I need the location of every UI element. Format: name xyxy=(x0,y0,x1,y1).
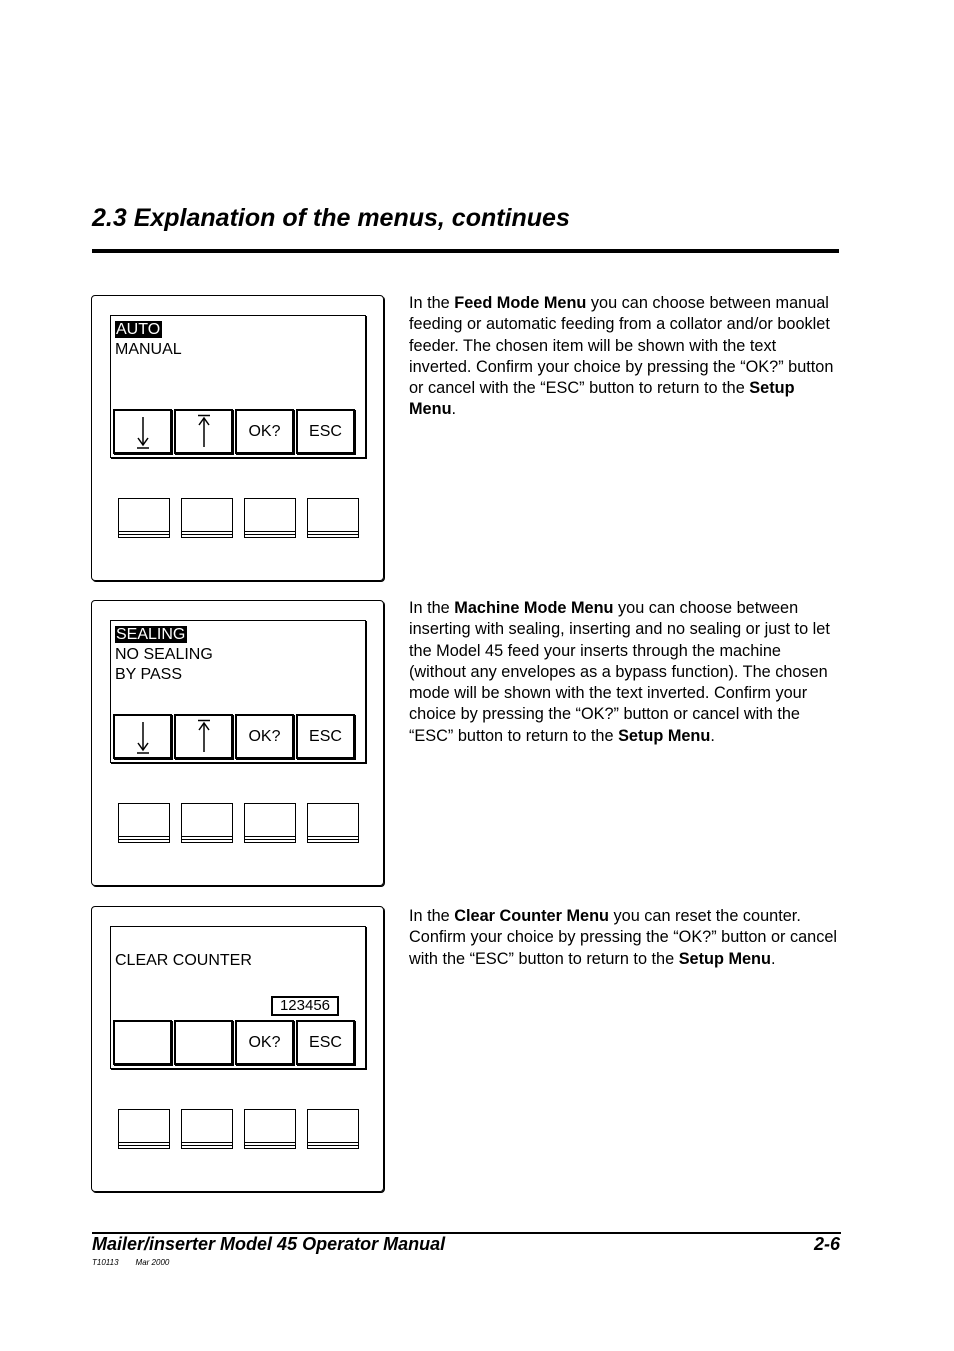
menu-option[interactable]: NO SEALING xyxy=(115,646,213,663)
esc-softkey[interactable]: ESC xyxy=(296,409,355,454)
blank-softkey[interactable] xyxy=(113,1020,172,1065)
ok-softkey[interactable]: OK? xyxy=(235,1020,294,1065)
hardware-key-4[interactable] xyxy=(307,498,359,538)
term: Setup Menu xyxy=(618,726,711,745)
hardware-key-3[interactable] xyxy=(244,803,296,843)
esc-softkey[interactable]: ESC xyxy=(296,714,355,759)
page-number: 2-6 xyxy=(813,1234,840,1254)
heading-rule xyxy=(92,249,839,253)
clear-counter-panel xyxy=(91,906,384,1192)
menu-option[interactable]: BY PASS xyxy=(115,666,182,683)
display-screen xyxy=(110,620,366,763)
up-arrow-icon xyxy=(194,414,214,450)
up-arrow-icon xyxy=(194,719,214,755)
hardware-key-3[interactable] xyxy=(244,1109,296,1149)
hardware-key-1[interactable] xyxy=(118,803,170,843)
display-screen xyxy=(110,926,366,1069)
document-id: T10113 xyxy=(92,1258,119,1267)
up-softkey[interactable] xyxy=(174,714,233,759)
down-softkey[interactable] xyxy=(113,714,172,759)
selected-option[interactable]: SEALING xyxy=(116,626,186,643)
down-softkey[interactable] xyxy=(113,409,172,454)
blank-softkey[interactable] xyxy=(174,1020,233,1065)
hardware-keys xyxy=(118,498,359,538)
hardware-keys xyxy=(118,1109,359,1149)
hardware-key-1[interactable] xyxy=(118,498,170,538)
hardware-keys xyxy=(118,803,359,843)
feed-mode-description: In the Feed Mode Menu you can choose between manual feeding or automatic feeding from a collator and/or booklet feeder. The chosen item will be shown with the text inverted. Confirm your choice by pressing the “OK?” button or cancel with the “ESC” button to return to the Setup Menu. xyxy=(409,294,834,419)
term: Clear Counter Menu xyxy=(454,907,609,925)
counter-value: 123456 xyxy=(271,996,339,1016)
manual-title: Mailer/inserter Model 45 Operator Manual xyxy=(92,1234,446,1254)
machine-mode-panel xyxy=(91,600,384,886)
hardware-key-2[interactable] xyxy=(181,1109,233,1149)
term: Feed Mode Menu xyxy=(454,294,587,312)
hardware-key-2[interactable] xyxy=(181,803,233,843)
section-heading: 2.3 Explanation of the menus, continues xyxy=(92,204,570,232)
hardware-key-1[interactable] xyxy=(118,1109,170,1149)
esc-softkey[interactable]: ESC xyxy=(296,1020,355,1065)
ok-softkey[interactable]: OK? xyxy=(235,409,294,454)
ok-softkey[interactable]: OK? xyxy=(235,714,294,759)
selected-option[interactable]: AUTO xyxy=(116,321,161,338)
document-date: Mar 2000 xyxy=(135,1258,170,1267)
clear-counter-description: In the Clear Counter Menu you can reset the counter. Confirm your choice by pressing the “OK?” button or cancel with the “ESC” button to return to the Setup Menu. xyxy=(409,907,838,968)
document-meta xyxy=(92,1258,169,1267)
term: Setup Menu xyxy=(409,379,795,419)
down-arrow-icon xyxy=(133,719,153,755)
menu-option[interactable]: MANUAL xyxy=(115,341,182,358)
hardware-key-4[interactable] xyxy=(307,803,359,843)
feed-mode-panel xyxy=(91,295,384,581)
hardware-key-2[interactable] xyxy=(181,498,233,538)
term: Machine Mode Menu xyxy=(454,599,614,617)
machine-mode-description: In the Machine Mode Menu you can choose between inserting with sealing, inserting and no sealing or just to let the Model 45 feed your inserts through the machine (without any envelopes as a bypass function). The chosen mode will be shown with the text inverted. Confirm your choice by pressing the “OK?” button or cancel with the “ESC” button to return to the Setup Menu. xyxy=(409,599,830,745)
hardware-key-4[interactable] xyxy=(307,1109,359,1149)
hardware-key-3[interactable] xyxy=(244,498,296,538)
term: Setup Menu xyxy=(678,949,771,968)
display-screen xyxy=(110,315,366,458)
screen-title: CLEAR COUNTER xyxy=(115,952,252,969)
down-arrow-icon xyxy=(133,414,153,450)
up-softkey[interactable] xyxy=(174,409,233,454)
